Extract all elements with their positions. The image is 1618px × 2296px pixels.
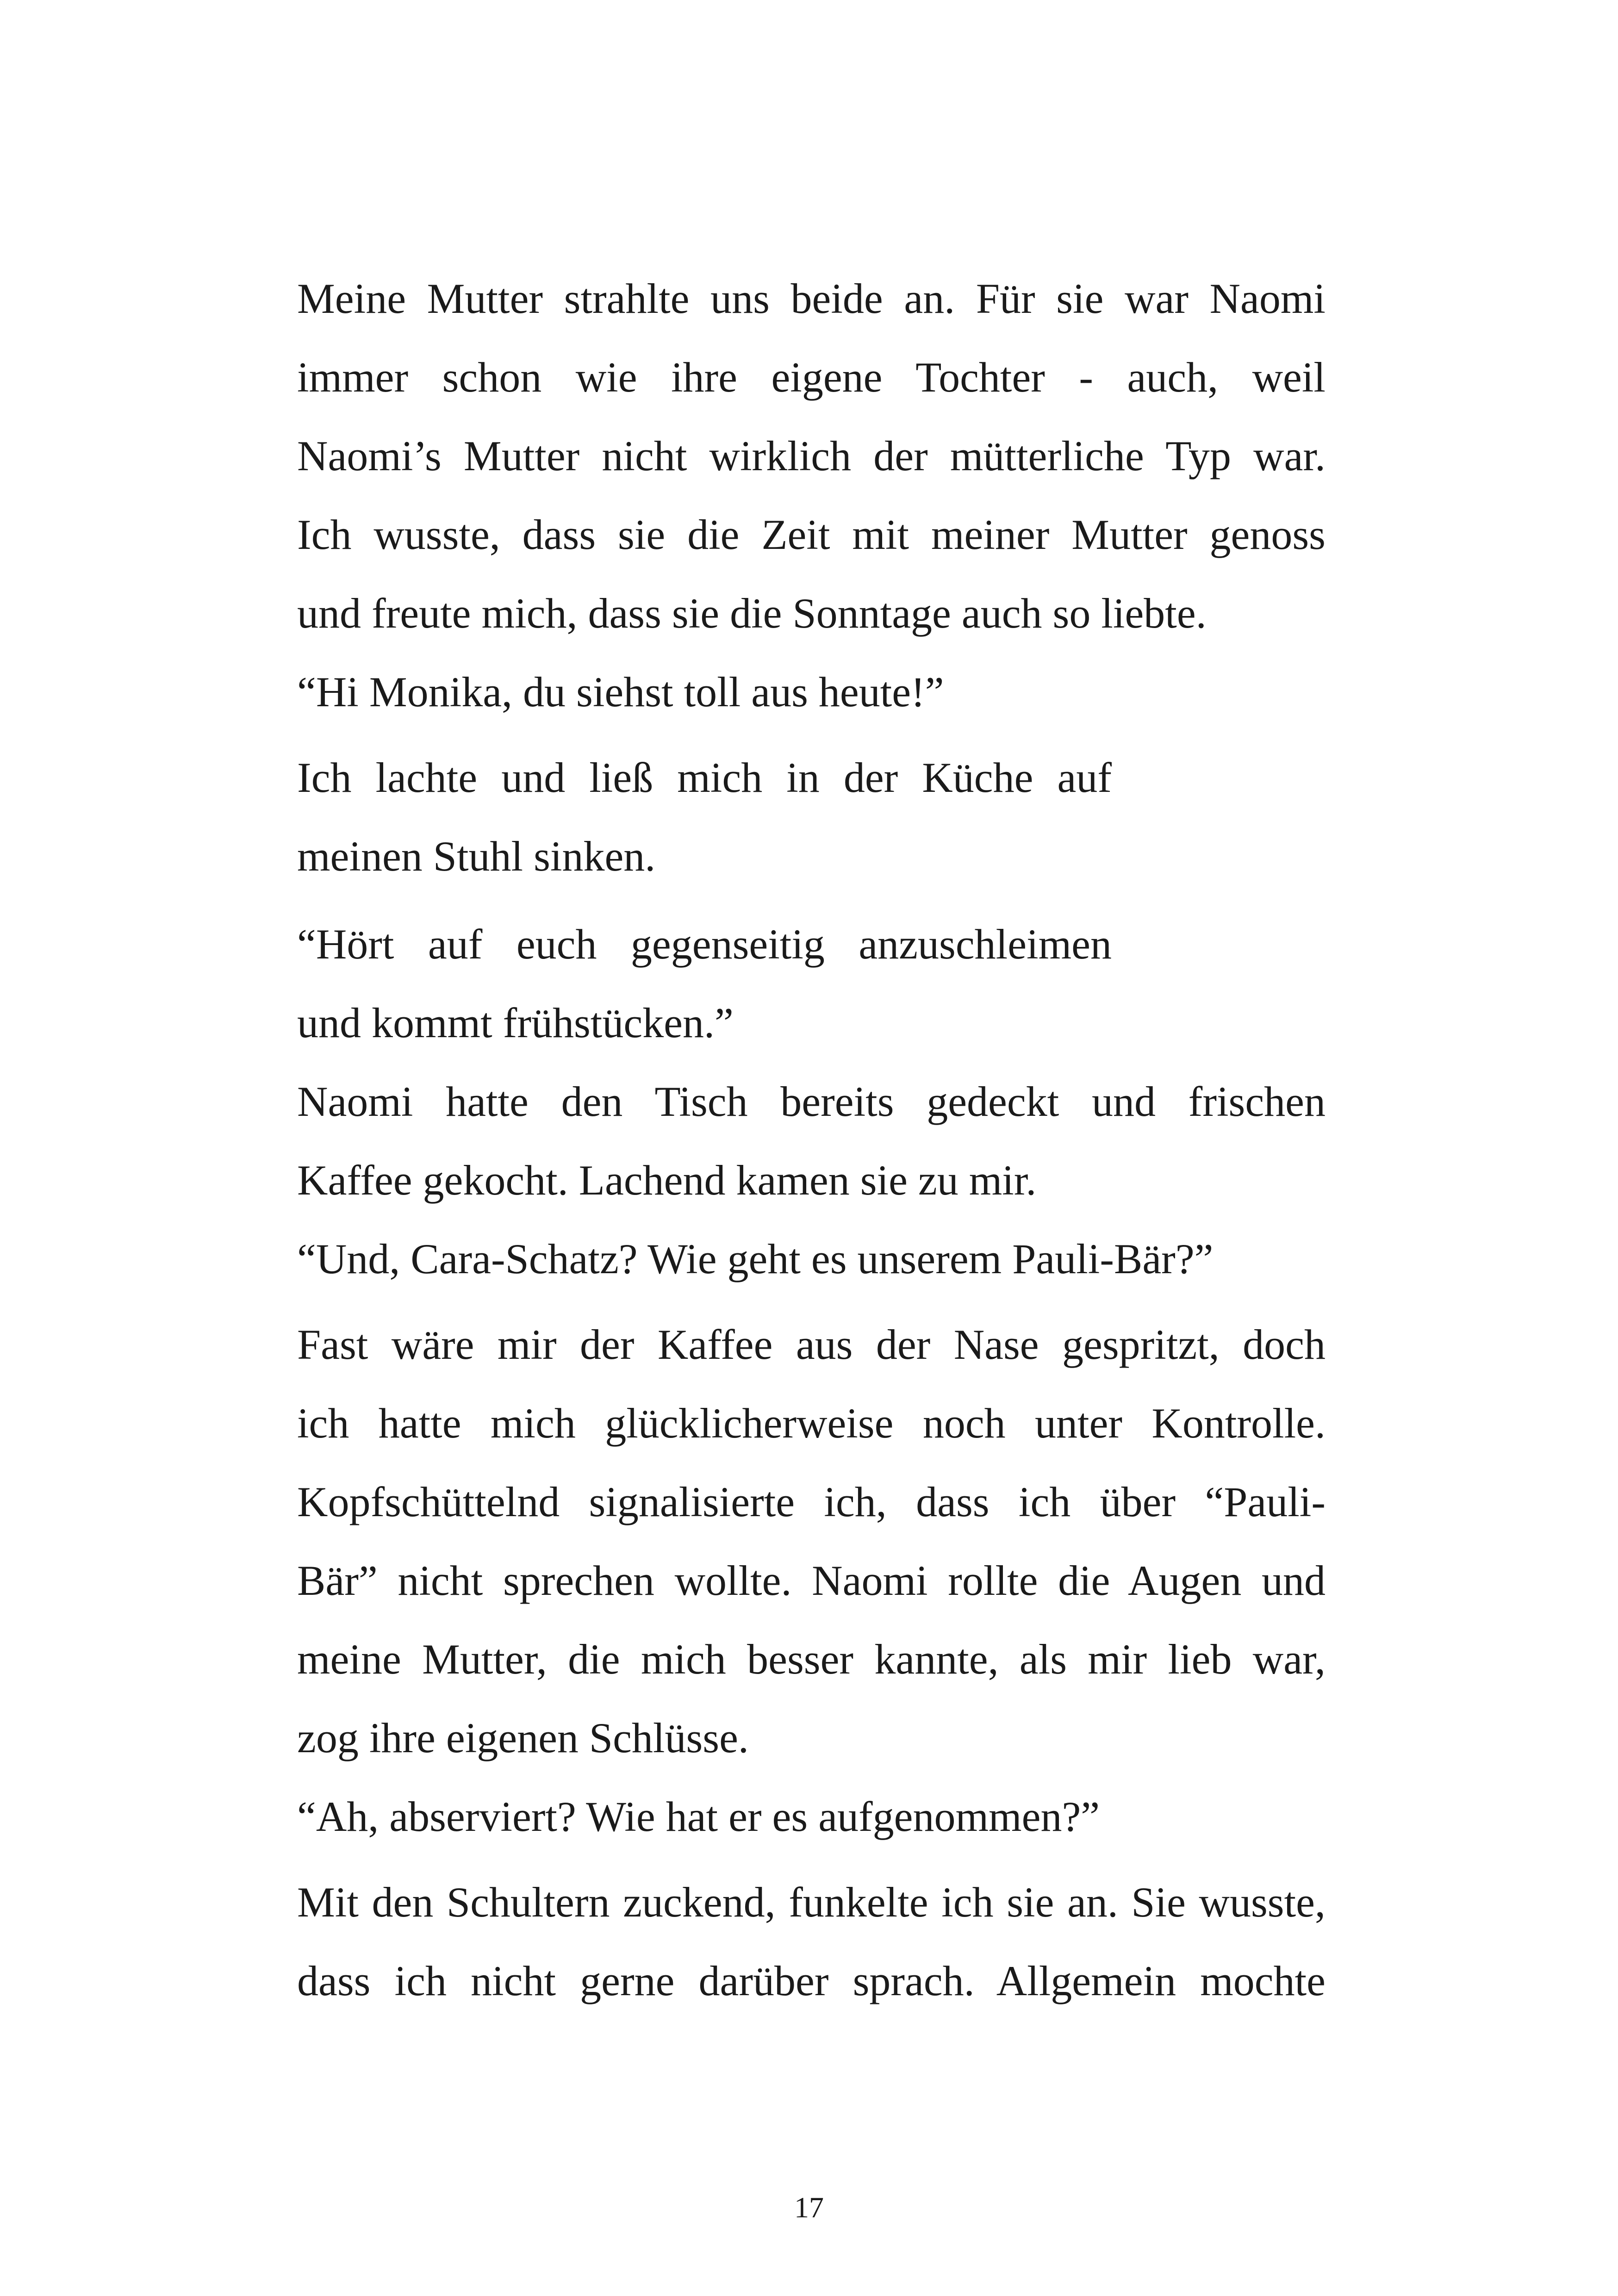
text-line: ich hatte mich glücklicherweise noch unter Kontrolle. xyxy=(297,1400,1326,1447)
text-line: meinen Stuhl sinken. xyxy=(297,833,656,880)
text-line: Mit den Schultern zuckend, funkelte ich sie an. Sie wusste, xyxy=(297,1879,1326,1926)
text-line: Meine Mutter strahlte uns beide an. Für sie war Naomi xyxy=(297,275,1326,322)
text-line: “Ah, abserviert? Wie hat er es aufgenommen?” xyxy=(297,1793,1100,1840)
text-line: “Und, Cara-Schatz? Wie geht es unserem Pauli-Bär?” xyxy=(297,1235,1214,1282)
text-line: und freute mich, dass sie die Sonntage auch so liebte. xyxy=(297,590,1207,637)
page-number: 17 xyxy=(794,2191,824,2224)
text-line: Ich lachte und ließ mich in der Küche auf xyxy=(297,754,1112,801)
text-line: und kommt frühstücken.” xyxy=(297,999,734,1046)
text-line: Fast wäre mir der Kaffee aus der Nase gespritzt, doch xyxy=(297,1321,1326,1368)
text-line: Kaffee gekocht. Lachend kamen sie zu mir. xyxy=(297,1157,1037,1204)
text-line: Ich wusste, dass sie die Zeit mit meiner Mutter genoss xyxy=(297,511,1326,558)
text-line: Kopfschüttelnd signalisierte ich, dass ich über “Pauli- xyxy=(297,1478,1326,1525)
text-line: “Hi Monika, du siehst toll aus heute!” xyxy=(297,668,944,716)
text-line: Bär” nicht sprechen wollte. Naomi rollte die Augen und xyxy=(297,1557,1326,1604)
text-line: zog ihre eigenen Schlüsse. xyxy=(297,1714,749,1761)
text-line: Naomi hatte den Tisch bereits gedeckt und frischen xyxy=(297,1078,1326,1125)
text-line: Naomi’s Mutter nicht wirklich der mütterliche Typ war. xyxy=(297,432,1326,479)
text-line: meine Mutter, die mich besser kannte, als mir lieb war, xyxy=(297,1636,1326,1683)
text-line: immer schon wie ihre eigene Tochter - auch, weil xyxy=(297,354,1326,401)
text-line: dass ich nicht gerne darüber sprach. Allgemein mochte xyxy=(297,1957,1326,2004)
text-line: “Hört auf euch gegenseitig anzuschleimen xyxy=(297,921,1112,968)
